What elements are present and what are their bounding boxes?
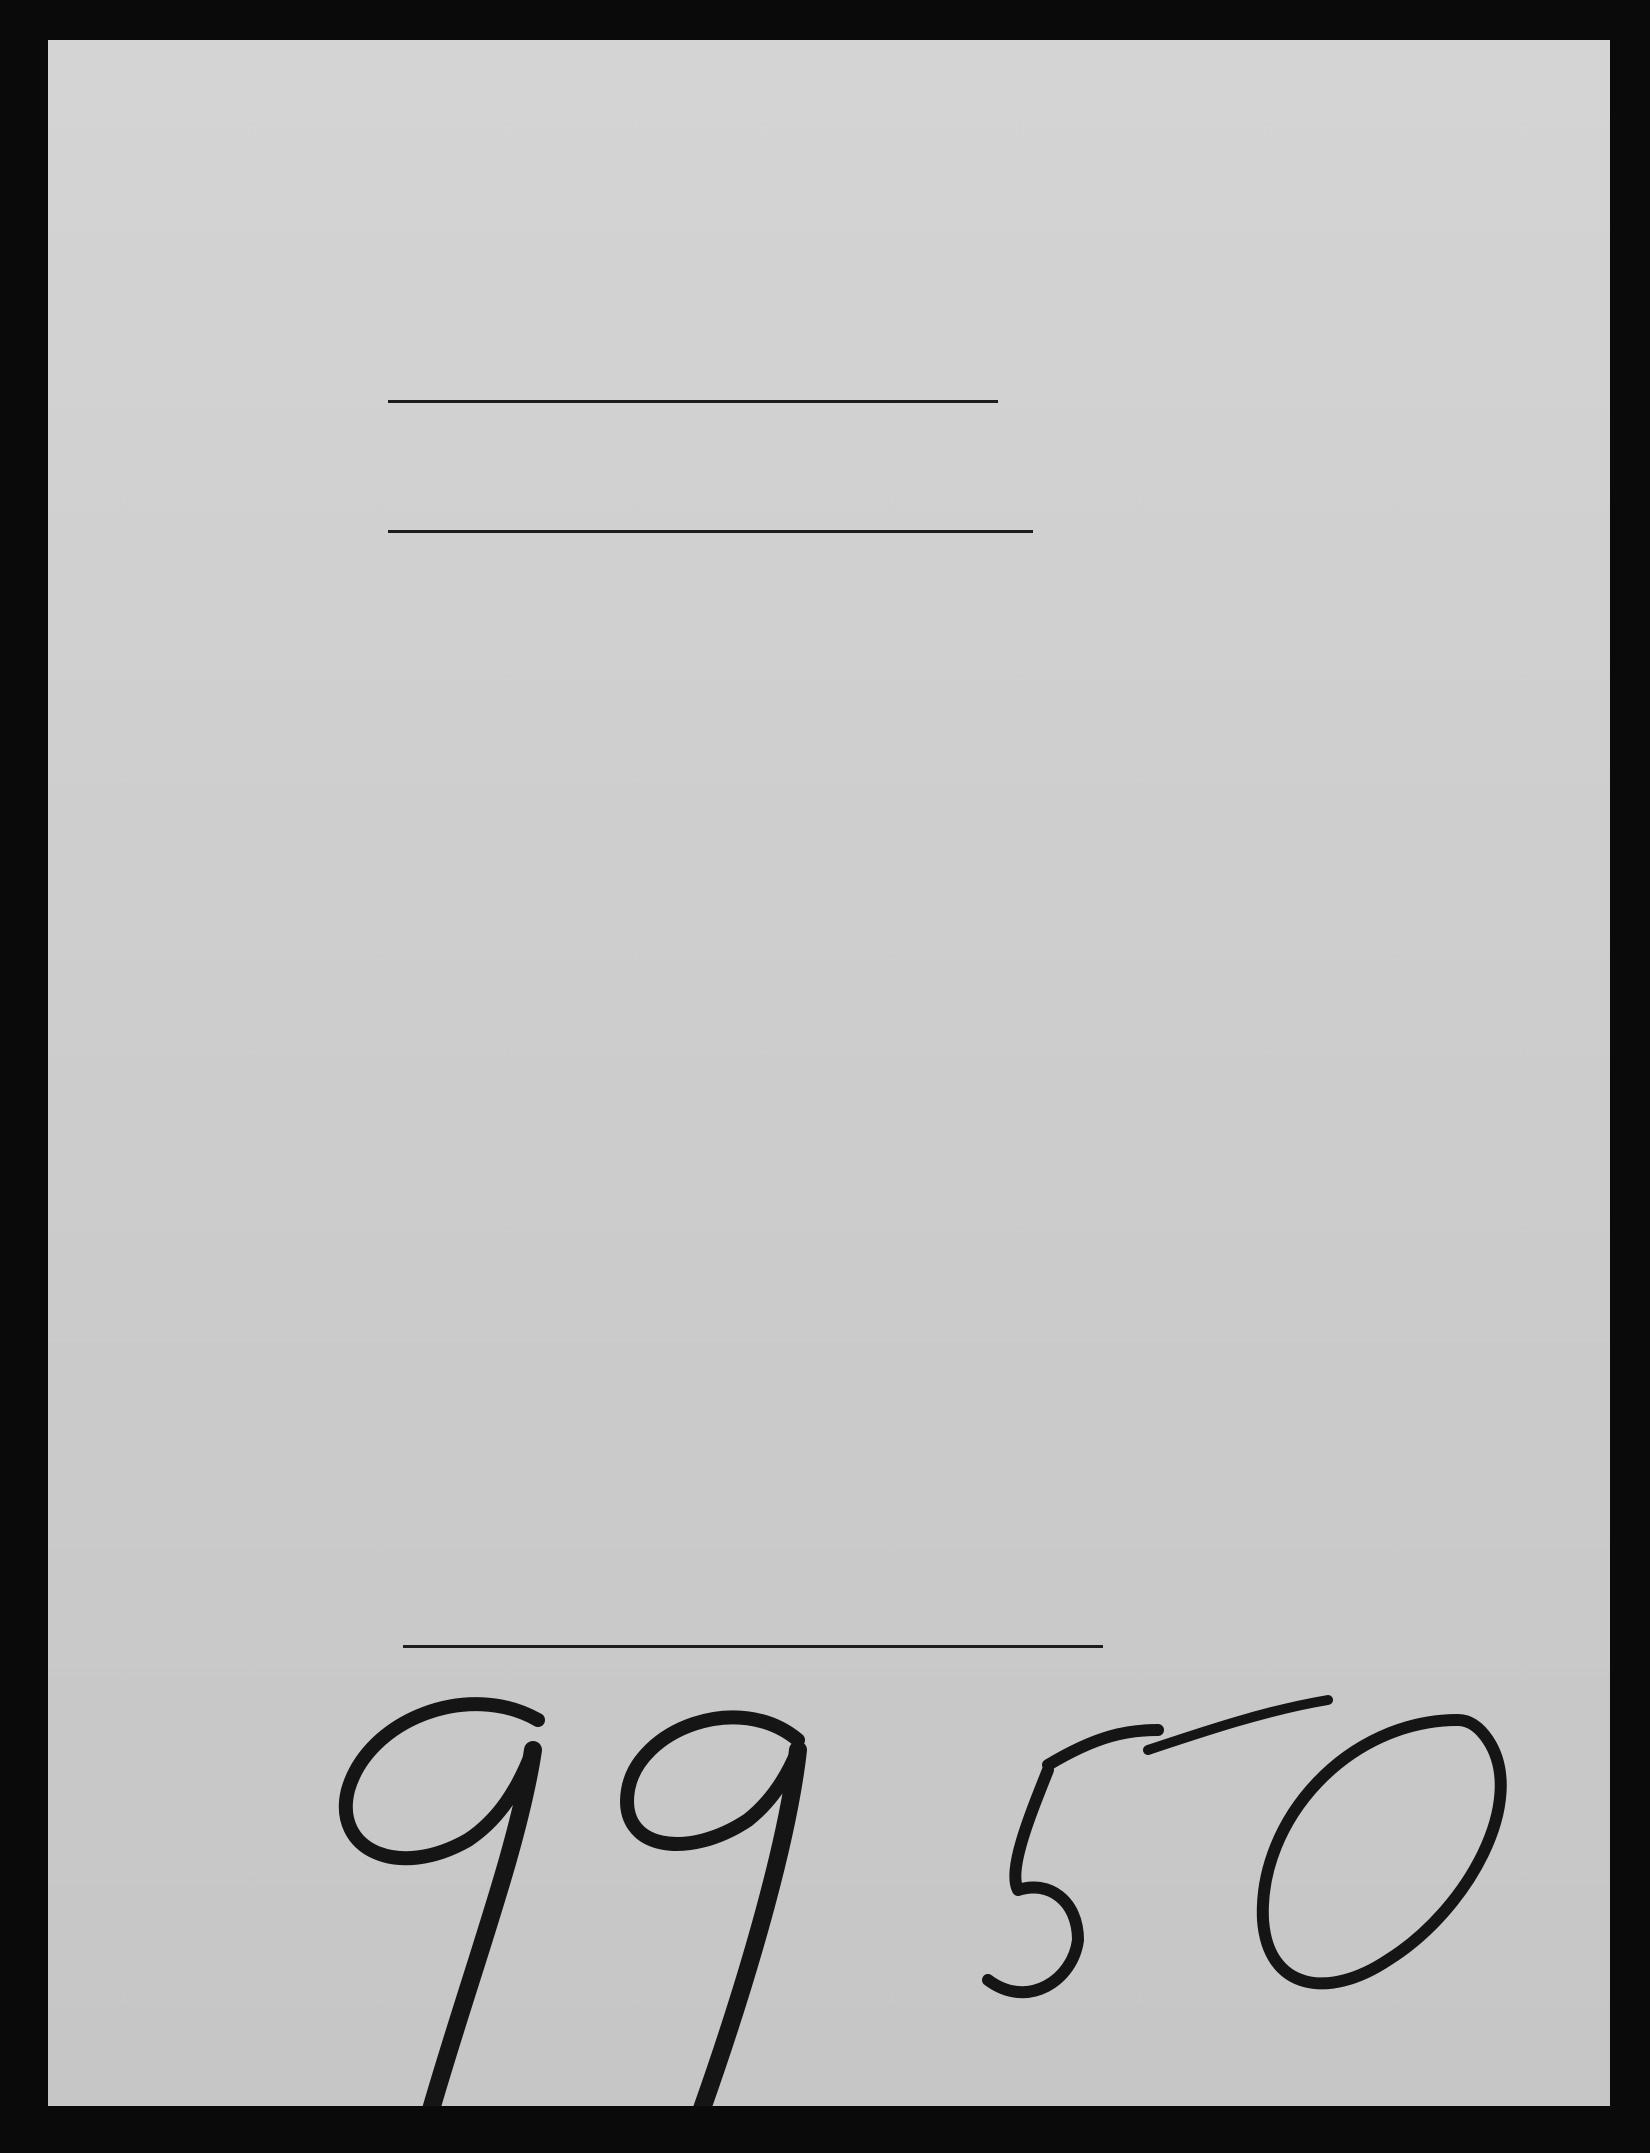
header-rule [388, 530, 1033, 533]
handwritten-volume-number [328, 1680, 1568, 2140]
title-rule [388, 400, 998, 403]
footer-rule [403, 1645, 1103, 1648]
document-page [48, 40, 1610, 2106]
